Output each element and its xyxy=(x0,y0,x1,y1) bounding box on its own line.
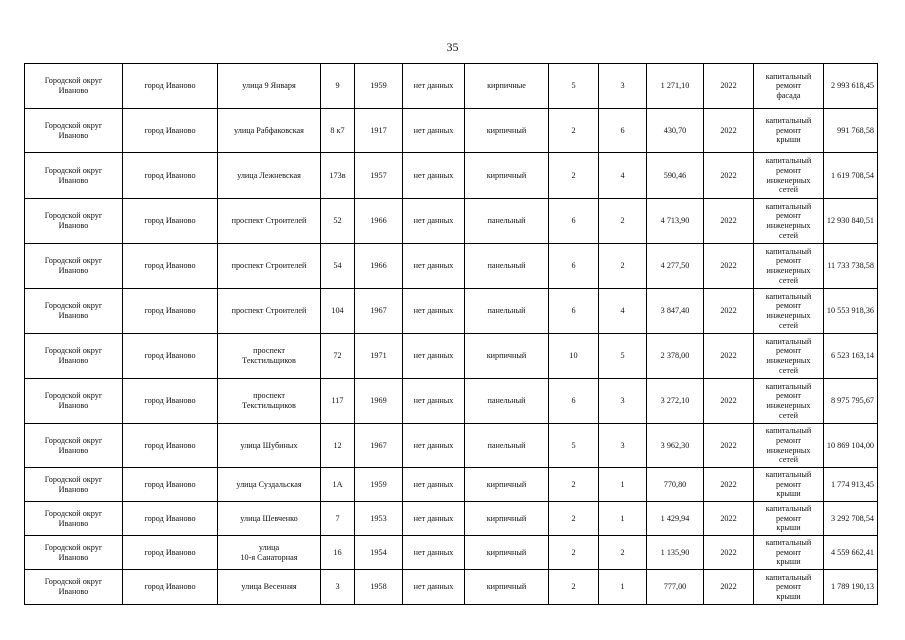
cell-cost: 12 930 840,51 xyxy=(824,199,878,244)
housing-repair-table xyxy=(24,63,878,605)
cell-area: 3 272,10 xyxy=(647,379,704,424)
cell-cost: 1 789 190,13 xyxy=(824,570,878,605)
cell-city: город Иваново xyxy=(123,64,218,109)
cell-area: 4 713,90 xyxy=(647,199,704,244)
cell-renovation: нет данных xyxy=(403,64,465,109)
cell-entrances: 4 xyxy=(599,153,647,199)
cell-material: кирпичные xyxy=(465,64,549,109)
cell-entrances: 3 xyxy=(599,424,647,468)
cell-street: улица Суздальская xyxy=(218,468,321,502)
cell-plan-year: 2022 xyxy=(704,570,754,605)
cell-city: город Иваново xyxy=(123,334,218,379)
cell-renovation: нет данных xyxy=(403,289,465,334)
cell-work: капитальный ремонт крыши xyxy=(754,502,824,536)
cell-entrances: 4 xyxy=(599,289,647,334)
cell-area: 770,80 xyxy=(647,468,704,502)
cell-renovation: нет данных xyxy=(403,244,465,289)
cell-material: кирпичный xyxy=(465,334,549,379)
cell-street: проспект Строителей xyxy=(218,199,321,244)
cell-city: город Иваново xyxy=(123,570,218,605)
cell-city: город Иваново xyxy=(123,153,218,199)
cell-okrug: Городской округ Иваново xyxy=(25,64,123,109)
cell-okrug: Городской округ Иваново xyxy=(25,379,123,424)
cell-house: 3 xyxy=(321,570,355,605)
cell-house: 104 xyxy=(321,289,355,334)
cell-renovation: нет данных xyxy=(403,536,465,570)
cell-plan-year: 2022 xyxy=(704,334,754,379)
cell-city: город Иваново xyxy=(123,289,218,334)
cell-renovation: нет данных xyxy=(403,109,465,153)
cell-work: капитальный ремонт крыши xyxy=(754,570,824,605)
cell-plan-year: 2022 xyxy=(704,244,754,289)
cell-city: город Иваново xyxy=(123,109,218,153)
cell-area: 590,46 xyxy=(647,153,704,199)
cell-city: город Иваново xyxy=(123,424,218,468)
cell-okrug: Городской округ Иваново xyxy=(25,468,123,502)
cell-floors: 6 xyxy=(549,244,599,289)
cell-year: 1959 xyxy=(355,64,403,109)
cell-floors: 5 xyxy=(549,424,599,468)
cell-year: 1967 xyxy=(355,424,403,468)
cell-street: проспект Текстильщиков xyxy=(218,334,321,379)
cell-city: город Иваново xyxy=(123,536,218,570)
cell-material: панельный xyxy=(465,424,549,468)
table-row xyxy=(25,379,878,424)
cell-house: 16 xyxy=(321,536,355,570)
cell-cost: 6 523 163,14 xyxy=(824,334,878,379)
cell-work: капитальный ремонт крыши xyxy=(754,109,824,153)
cell-house: 1А xyxy=(321,468,355,502)
cell-cost: 1 774 913,45 xyxy=(824,468,878,502)
cell-plan-year: 2022 xyxy=(704,64,754,109)
cell-year: 1953 xyxy=(355,502,403,536)
cell-okrug: Городской округ Иваново xyxy=(25,199,123,244)
cell-entrances: 5 xyxy=(599,334,647,379)
cell-okrug: Городской округ Иваново xyxy=(25,424,123,468)
cell-material: панельный xyxy=(465,379,549,424)
cell-entrances: 2 xyxy=(599,199,647,244)
cell-floors: 2 xyxy=(549,153,599,199)
cell-renovation: нет данных xyxy=(403,502,465,536)
cell-area: 1 271,10 xyxy=(647,64,704,109)
cell-material: кирпичный xyxy=(465,502,549,536)
cell-city: город Иваново xyxy=(123,199,218,244)
cell-street: улица Лежневская xyxy=(218,153,321,199)
cell-floors: 2 xyxy=(549,109,599,153)
cell-street: улица Рабфаковская xyxy=(218,109,321,153)
cell-okrug: Городской округ Иваново xyxy=(25,570,123,605)
cell-okrug: Городской округ Иваново xyxy=(25,536,123,570)
cell-floors: 10 xyxy=(549,334,599,379)
cell-year: 1966 xyxy=(355,244,403,289)
cell-work: капитальный ремонт инженерных сетей xyxy=(754,199,824,244)
cell-year: 1966 xyxy=(355,199,403,244)
cell-street: улица Весенняя xyxy=(218,570,321,605)
cell-cost: 11 733 738,58 xyxy=(824,244,878,289)
cell-area: 2 378,00 xyxy=(647,334,704,379)
table-row xyxy=(25,334,878,379)
cell-okrug: Городской округ Иваново xyxy=(25,153,123,199)
cell-work: капитальный ремонт фасада xyxy=(754,64,824,109)
cell-material: панельный xyxy=(465,244,549,289)
cell-renovation: нет данных xyxy=(403,379,465,424)
cell-material: кирпичный xyxy=(465,468,549,502)
cell-renovation: нет данных xyxy=(403,424,465,468)
cell-area: 3 962,30 xyxy=(647,424,704,468)
cell-cost: 3 292 708,54 xyxy=(824,502,878,536)
cell-material: панельный xyxy=(465,199,549,244)
cell-renovation: нет данных xyxy=(403,153,465,199)
cell-plan-year: 2022 xyxy=(704,153,754,199)
cell-city: город Иваново xyxy=(123,244,218,289)
cell-work: капитальный ремонт инженерных сетей xyxy=(754,289,824,334)
cell-cost: 10 869 104,00 xyxy=(824,424,878,468)
cell-entrances: 1 xyxy=(599,570,647,605)
cell-house: 7 xyxy=(321,502,355,536)
cell-plan-year: 2022 xyxy=(704,536,754,570)
cell-house: 173в xyxy=(321,153,355,199)
cell-floors: 2 xyxy=(549,502,599,536)
table-row xyxy=(25,109,878,153)
table-row xyxy=(25,468,878,502)
cell-renovation: нет данных xyxy=(403,468,465,502)
cell-city: город Иваново xyxy=(123,468,218,502)
cell-year: 1959 xyxy=(355,468,403,502)
cell-area: 430,70 xyxy=(647,109,704,153)
cell-work: капитальный ремонт инженерных сетей xyxy=(754,379,824,424)
cell-house: 52 xyxy=(321,199,355,244)
cell-work: капитальный ремонт инженерных сетей xyxy=(754,424,824,468)
cell-street: улица 10-я Санаторная xyxy=(218,536,321,570)
cell-entrances: 2 xyxy=(599,244,647,289)
cell-city: город Иваново xyxy=(123,379,218,424)
cell-floors: 2 xyxy=(549,536,599,570)
cell-cost: 991 768,58 xyxy=(824,109,878,153)
cell-year: 1957 xyxy=(355,153,403,199)
cell-cost: 1 619 708,54 xyxy=(824,153,878,199)
cell-entrances: 1 xyxy=(599,468,647,502)
cell-renovation: нет данных xyxy=(403,199,465,244)
cell-plan-year: 2022 xyxy=(704,109,754,153)
cell-material: кирпичный xyxy=(465,570,549,605)
table-row xyxy=(25,536,878,570)
cell-material: кирпичный xyxy=(465,536,549,570)
cell-house: 8 к7 xyxy=(321,109,355,153)
table-row xyxy=(25,570,878,605)
cell-street: проспект Строителей xyxy=(218,289,321,334)
cell-floors: 2 xyxy=(549,468,599,502)
cell-cost: 2 993 618,45 xyxy=(824,64,878,109)
cell-okrug: Городской округ Иваново xyxy=(25,289,123,334)
cell-street: улица Шевченко xyxy=(218,502,321,536)
cell-street: улица 9 Января xyxy=(218,64,321,109)
cell-cost: 10 553 918,36 xyxy=(824,289,878,334)
table-row xyxy=(25,64,878,109)
table-row xyxy=(25,199,878,244)
cell-house: 12 xyxy=(321,424,355,468)
cell-work: капитальный ремонт инженерных сетей xyxy=(754,153,824,199)
cell-year: 1917 xyxy=(355,109,403,153)
cell-year: 1971 xyxy=(355,334,403,379)
table-row xyxy=(25,502,878,536)
cell-okrug: Городской округ Иваново xyxy=(25,334,123,379)
cell-work: капитальный ремонт крыши xyxy=(754,536,824,570)
table-row xyxy=(25,289,878,334)
cell-okrug: Городской округ Иваново xyxy=(25,244,123,289)
cell-floors: 6 xyxy=(549,379,599,424)
cell-plan-year: 2022 xyxy=(704,379,754,424)
cell-plan-year: 2022 xyxy=(704,468,754,502)
cell-floors: 2 xyxy=(549,570,599,605)
cell-entrances: 2 xyxy=(599,536,647,570)
cell-area: 4 277,50 xyxy=(647,244,704,289)
cell-year: 1954 xyxy=(355,536,403,570)
table-row xyxy=(25,153,878,199)
cell-work: капитальный ремонт инженерных сетей xyxy=(754,244,824,289)
cell-entrances: 6 xyxy=(599,109,647,153)
cell-house: 9 xyxy=(321,64,355,109)
cell-plan-year: 2022 xyxy=(704,289,754,334)
cell-okrug: Городской округ Иваново xyxy=(25,109,123,153)
cell-plan-year: 2022 xyxy=(704,424,754,468)
cell-plan-year: 2022 xyxy=(704,199,754,244)
table-row xyxy=(25,244,878,289)
page-number: 35 xyxy=(446,40,459,54)
cell-area: 3 847,40 xyxy=(647,289,704,334)
cell-renovation: нет данных xyxy=(403,334,465,379)
cell-floors: 5 xyxy=(549,64,599,109)
cell-entrances: 3 xyxy=(599,64,647,109)
cell-house: 72 xyxy=(321,334,355,379)
cell-cost: 4 559 662,41 xyxy=(824,536,878,570)
cell-year: 1958 xyxy=(355,570,403,605)
cell-work: капитальный ремонт крыши xyxy=(754,468,824,502)
cell-cost: 8 975 795,67 xyxy=(824,379,878,424)
cell-floors: 6 xyxy=(549,199,599,244)
cell-material: панельный xyxy=(465,289,549,334)
table-row xyxy=(25,424,878,468)
cell-city: город Иваново xyxy=(123,502,218,536)
cell-street: улица Шубиных xyxy=(218,424,321,468)
cell-material: кирпичный xyxy=(465,109,549,153)
cell-plan-year: 2022 xyxy=(704,502,754,536)
cell-house: 54 xyxy=(321,244,355,289)
cell-entrances: 1 xyxy=(599,502,647,536)
cell-area: 777,00 xyxy=(647,570,704,605)
cell-work: капитальный ремонт инженерных сетей xyxy=(754,334,824,379)
cell-year: 1967 xyxy=(355,289,403,334)
cell-street: проспект Строителей xyxy=(218,244,321,289)
cell-area: 1 135,90 xyxy=(647,536,704,570)
cell-entrances: 3 xyxy=(599,379,647,424)
cell-area: 1 429,94 xyxy=(647,502,704,536)
cell-house: 117 xyxy=(321,379,355,424)
cell-year: 1969 xyxy=(355,379,403,424)
cell-street: проспект Текстильщиков xyxy=(218,379,321,424)
cell-material: кирпичный xyxy=(465,153,549,199)
cell-renovation: нет данных xyxy=(403,570,465,605)
cell-okrug: Городской округ Иваново xyxy=(25,502,123,536)
cell-floors: 6 xyxy=(549,289,599,334)
